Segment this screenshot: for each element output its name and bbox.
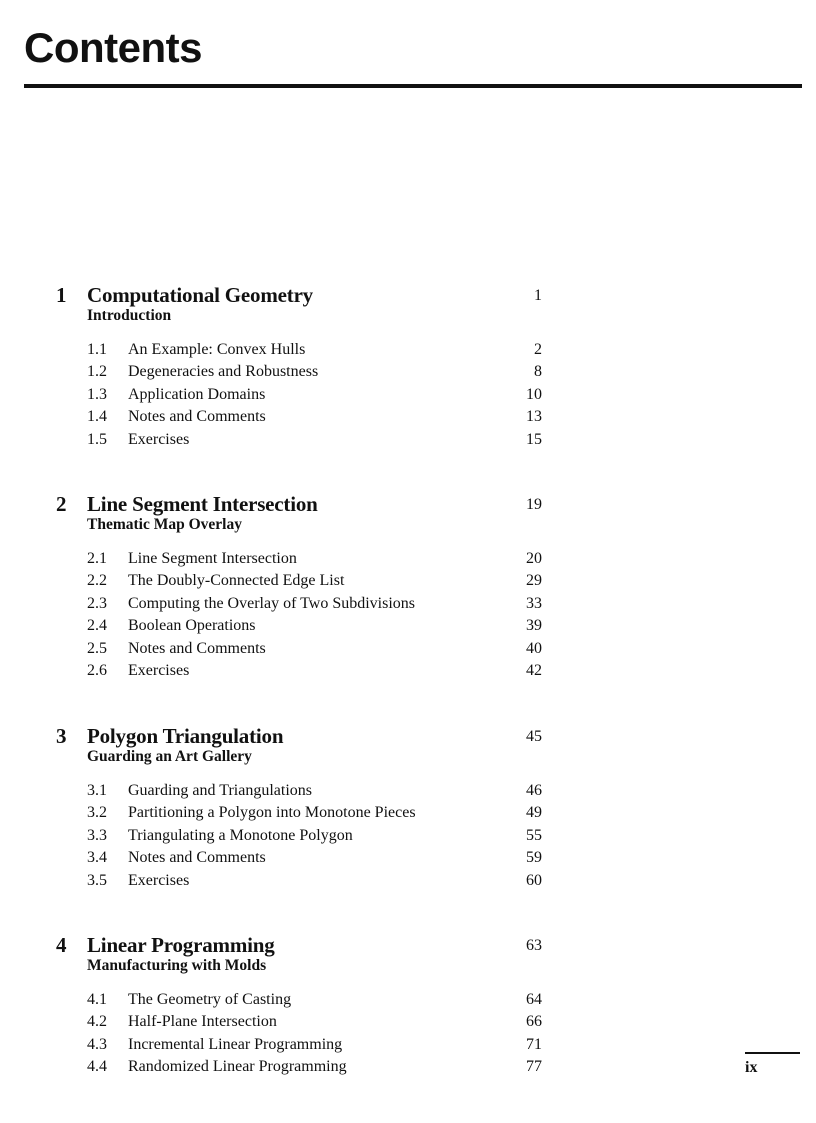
section-title: Application Domains	[128, 385, 266, 403]
section-page-number: 59	[526, 849, 542, 867]
title-rule	[24, 84, 802, 88]
page-number-folio: ix	[745, 1059, 758, 1076]
section-title: Line Segment Intersection	[128, 550, 297, 567]
section-page-number: 20	[526, 550, 542, 567]
section-entry[interactable]	[0, 989, 600, 1011]
section-number: 4.4	[87, 1058, 107, 1076]
section-title: Partitioning a Polygon into Monotone Pieces	[128, 804, 416, 822]
section-page-number: 13	[526, 408, 542, 426]
chapter-number: 3	[56, 724, 67, 748]
section-entry[interactable]	[0, 1056, 600, 1078]
chapter-page-number: 45	[526, 728, 542, 745]
section-entry[interactable]	[0, 660, 600, 682]
section-number: 2.6	[87, 661, 107, 679]
section-entry[interactable]	[0, 780, 600, 802]
page-title: Contents	[24, 24, 202, 71]
section-title: Degeneracies and Robustness	[128, 363, 319, 381]
section-page-number: 77	[526, 1058, 542, 1076]
section-title: Incremental Linear Programming	[128, 1035, 343, 1053]
section-title: Notes and Comments	[128, 639, 266, 657]
section-number: 3.3	[87, 826, 107, 844]
section-entry[interactable]	[0, 339, 600, 361]
section-page-number: 42	[526, 661, 542, 679]
section-number: 4.2	[87, 1013, 107, 1031]
section-page-number: 71	[526, 1035, 542, 1053]
section-title: Randomized Linear Programming	[128, 1058, 347, 1076]
section-title: Computing the Overlay of Two Subdivisions	[128, 594, 416, 612]
section-list	[0, 780, 600, 892]
chapter-page-number: 19	[526, 496, 542, 513]
section-number: 1.3	[87, 385, 107, 403]
section-page-number: 40	[526, 639, 542, 657]
section-number: 3.2	[87, 804, 107, 822]
chapter-subtitle: Guarding an Art Gallery	[87, 748, 252, 765]
chapter-title[interactable]: Computational Geometry	[87, 283, 313, 307]
chapter-number: 2	[56, 492, 67, 516]
section-page-number: 49	[526, 804, 542, 822]
section-title: Exercises	[128, 430, 190, 448]
section-entry[interactable]	[0, 384, 600, 406]
section-number: 2.2	[87, 572, 107, 590]
section-number: 3.4	[87, 849, 107, 867]
section-number: 1.2	[87, 363, 107, 381]
section-entry[interactable]	[0, 615, 600, 637]
section-entry[interactable]	[0, 548, 600, 570]
section-title: Boolean Operations	[128, 617, 256, 635]
section-page-number: 29	[526, 572, 542, 590]
section-number: 3.5	[87, 871, 107, 889]
chapter-subtitle: Thematic Map Overlay	[87, 516, 242, 533]
section-title: Guarding and Triangulations	[128, 782, 312, 799]
section-title: Notes and Comments	[128, 408, 266, 426]
section-number: 1.5	[87, 430, 107, 448]
section-page-number: 2	[534, 341, 542, 358]
section-page-number: 10	[526, 385, 542, 403]
section-entry[interactable]	[0, 870, 600, 892]
section-title: Exercises	[128, 661, 190, 679]
chapter-title[interactable]: Polygon Triangulation	[87, 724, 284, 748]
section-entry[interactable]	[0, 429, 600, 451]
section-title: The Doubly-Connected Edge List	[128, 572, 345, 590]
section-number: 2.5	[87, 639, 107, 657]
section-page-number: 15	[526, 430, 542, 448]
section-entry[interactable]	[0, 361, 600, 383]
section-page-number: 60	[526, 871, 542, 889]
section-page-number: 46	[526, 782, 542, 799]
section-title: The Geometry of Casting	[128, 991, 292, 1008]
section-entry[interactable]	[0, 802, 600, 824]
chapter-number: 1	[56, 283, 67, 307]
chapter-subtitle: Introduction	[87, 307, 172, 324]
section-number: 2.1	[87, 550, 107, 567]
section-entry[interactable]	[0, 638, 600, 660]
section-number: 4.1	[87, 991, 107, 1008]
section-entry[interactable]	[0, 847, 600, 869]
section-title: Half-Plane Intersection	[128, 1013, 277, 1031]
section-page-number: 8	[534, 363, 542, 381]
folio-rule	[745, 1052, 800, 1054]
section-number: 2.3	[87, 594, 107, 612]
section-number: 1.4	[87, 408, 107, 426]
chapter-page-number: 63	[526, 937, 542, 954]
section-title: An Example: Convex Hulls	[128, 341, 306, 358]
section-title: Exercises	[128, 871, 190, 889]
section-entry[interactable]	[0, 570, 600, 592]
section-page-number: 66	[526, 1013, 542, 1031]
section-entry[interactable]	[0, 406, 600, 428]
section-list	[0, 548, 600, 682]
section-list	[0, 989, 600, 1079]
chapter-number: 4	[56, 933, 67, 957]
section-entry[interactable]	[0, 593, 600, 615]
section-number: 4.3	[87, 1035, 107, 1053]
chapter-title[interactable]: Line Segment Intersection	[87, 492, 318, 516]
chapter-subtitle: Manufacturing with Molds	[87, 957, 267, 974]
section-page-number: 33	[526, 594, 542, 612]
chapter-page-number: 1	[534, 287, 542, 304]
section-title: Triangulating a Monotone Polygon	[128, 826, 353, 844]
chapter-title[interactable]: Linear Programming	[87, 933, 275, 957]
section-entry[interactable]	[0, 825, 600, 847]
section-number: 2.4	[87, 617, 107, 635]
section-page-number: 39	[526, 617, 542, 635]
section-list	[0, 339, 600, 451]
section-page-number: 64	[526, 991, 542, 1008]
section-entry[interactable]	[0, 1034, 600, 1056]
section-number: 3.1	[87, 782, 107, 799]
section-title: Notes and Comments	[128, 849, 266, 867]
section-page-number: 55	[526, 826, 542, 844]
section-number: 1.1	[87, 341, 107, 358]
section-entry[interactable]	[0, 1011, 600, 1033]
